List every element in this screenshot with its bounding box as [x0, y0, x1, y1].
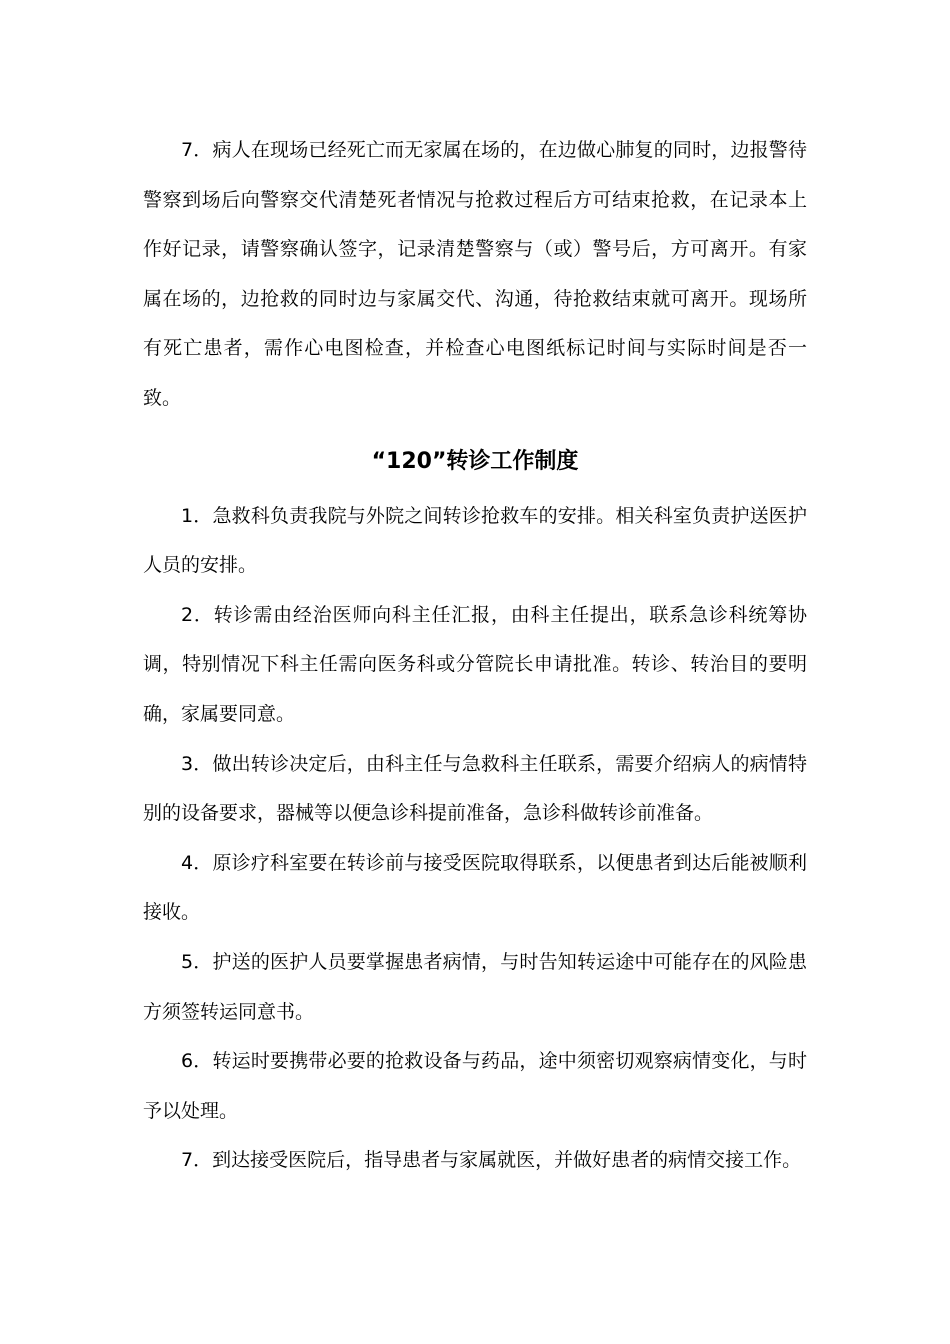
paragraph-item-1: 1．急救科负责我院与外院之间转诊抢救车的安排。相关科室负责护送医护人员的安排。 — [143, 504, 807, 577]
paragraph-item-2: 2．转诊需由经治医师向科主任汇报，由科主任提出，联系急诊科统筹协调，特别情况下科主任需向医务科或分管院长申请批准。转诊、转治目的要明确，家属要同意。 — [143, 603, 807, 725]
paragraph-item-5: 5．护送的医护人员要掌握患者病情，与时告知转运途中可能存在的风险患方须签转运同意书。 — [143, 950, 807, 1023]
document-body — [143, 126, 807, 1186]
section-transfer-policy — [143, 492, 807, 1186]
paragraph-item-6: 6．转运时要携带必要的抢救设备与药品，途中须密切观察病情变化，与时予以处理。 — [143, 1050, 807, 1122]
section-title-transfer-policy: “120”转诊工作制度 — [371, 448, 579, 474]
paragraph-item-4: 4．原诊疗科室要在转诊前与接受医院取得联系，以便患者到达后能被顺利接收。 — [143, 851, 807, 924]
paragraph-item-3: 3．做出转诊决定后，由科主任与急救科主任联系，需要介绍病人的病情特别的设备要求，器械等以便急诊科提前准备，急诊科做转诊前准备。 — [143, 752, 807, 825]
section-emergency-death — [143, 126, 807, 424]
paragraph-item-7: 7．到达接受医院后，指导患者与家属就医，并做好患者的病情交接工作。 — [181, 1149, 802, 1172]
paragraph-item-7-death-handling: 7．病人在现场已经死亡而无家属在场的，在边做心肺复的同时，边报警待警察到场后向警察交代清楚死者情况与抢救过程后方可结束抢救，在记录本上作好记录，请警察确认签字，记录清楚警察与（或）警号后，方可离开。有家属在场的，边抢救的同时边与家属交代、沟通，待抢救结束就可离开。现场所有死亡患者，需作心电图检查，并检查心电图纸标记时间与实际时间是否一致。 — [143, 139, 807, 409]
